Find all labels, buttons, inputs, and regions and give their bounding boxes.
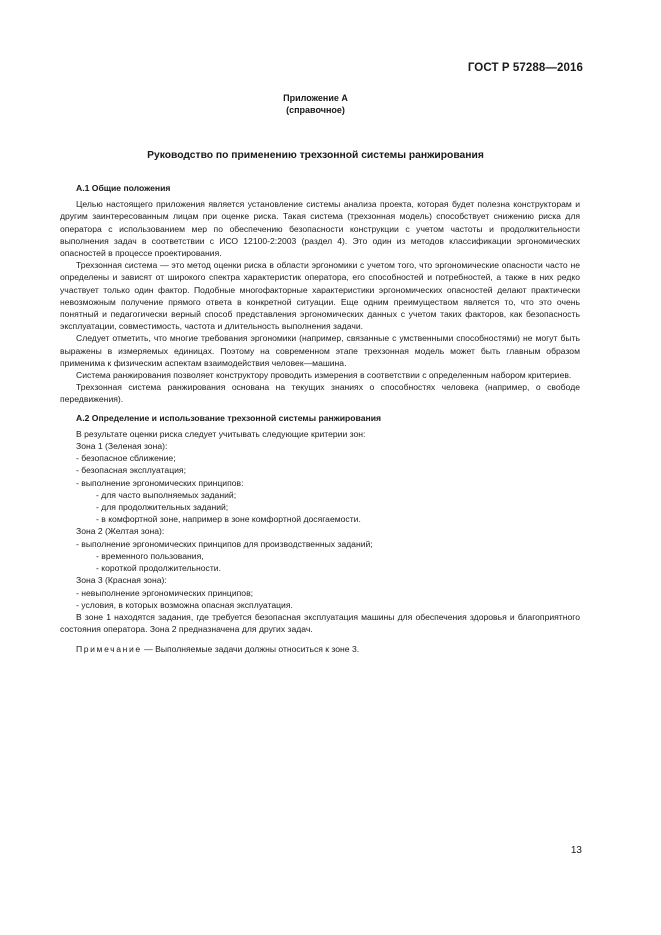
list-item: - безопасная эксплуатация; <box>76 465 186 476</box>
note-text: — Выполняемые задачи должны относиться к зоне 3. <box>141 644 360 655</box>
paragraph: Следует отметить, что многие требования эргономики (например, связанные с умственными способностями) не могут быть выражены в измеряемых единицах. Поэтому на современном этапе трехзонная модель может быть главным образом применима к физическим аспектам взаимодействия человек—машина. <box>60 333 580 368</box>
paragraph: Система ранжирования позволяет конструктору проводить измерения в соответствии с определенным набором критериев. <box>76 370 572 381</box>
appendix-subtitle: (справочное) <box>286 105 345 115</box>
section-heading: А.2 Определение и использование трехзонной системы ранжирования <box>76 412 381 423</box>
paragraph: Целью настоящего приложения является установление системы анализа проекта, которая будет полезна конструкторам и другим заинтересованным лицам при оценке риска. Такая система (трехзонная модель) способствует снижению риска для оператора с использованием мер по обеспечению безопасности конструкции с учетом частоты и продолжительности выполнения задач в соответствии с ИСО 12100-2:2003 (раздел 4). Это один из методов классификации эргономических опасностей в процессе проектирования. <box>60 199 580 259</box>
list-item: - условия, в которых возможна опасная эксплуатация. <box>76 599 293 610</box>
sub-list-item: - для часто выполняемых заданий; <box>96 489 237 500</box>
sub-list-item: - временного пользования, <box>96 550 204 561</box>
list-item: - безопасное сближение; <box>76 453 176 464</box>
list-item: - выполнение эргономических принципов для производственных заданий; <box>76 538 373 549</box>
sub-list-item: - для продолжительных заданий; <box>96 502 229 513</box>
list-item: - невыполнение эргономических принципов; <box>76 587 254 598</box>
document-code: ГОСТ Р 57288—2016 <box>467 62 583 74</box>
document-body <box>60 182 580 656</box>
zone-title: Зона 3 (Красная зона): <box>76 575 167 586</box>
paragraph: Трехзонная система ранжирования основана на текущих знаниях о способностях человека (например, о свободе передвижения). <box>60 382 580 405</box>
document-title: Руководство по применению трехзонной системы ранжирования <box>147 150 484 161</box>
appendix-title: Приложение А <box>283 93 348 103</box>
paragraph: Трехзонная система — это метод оценки риска в области эргономики с учетом того, что эргономические опасности часто не определены и зависят от широкого спектра характеристик оператора, его способностей и потребностей, а также в них редко участвует только один фактор. Подобные многофакторные характеристики эргономических опасностей делают практически невозможным получение прямого ответа в конкретной ситуации. Еще одним преимуществом является то, что это очень понятный и педагогически верный способ представления эргономических данных с учетом таких факторов, как безопасность эксплуатации, совместимость, частота и длительность выполнения задачи. <box>60 260 580 332</box>
criteria-intro: В результате оценки риска следует учитывать следующие критерии зон: <box>76 428 366 439</box>
paragraph: В зоне 1 находятся задания, где требуется безопасная эксплуатация машины для обеспечения здоровья и благоприятного состояния оператора. Зона 2 предназначена для других задач. <box>60 611 580 635</box>
page-number: 13 <box>570 845 582 856</box>
sub-list-item: - в комфортной зоне, например в зоне комфортной досягаемости. <box>96 514 361 525</box>
section-heading: А.1 Общие положения <box>76 183 171 193</box>
note-label: Примечание <box>76 644 142 655</box>
note <box>60 643 580 655</box>
zone-title: Зона 2 (Желтая зона): <box>76 526 165 537</box>
zone-title: Зона 1 (Зеленая зона): <box>76 441 168 452</box>
sub-list-item: - короткой продолжительности. <box>96 563 221 574</box>
appendix-heading <box>0 92 631 116</box>
list-item: - выполнение эргономических принципов: <box>76 477 244 488</box>
